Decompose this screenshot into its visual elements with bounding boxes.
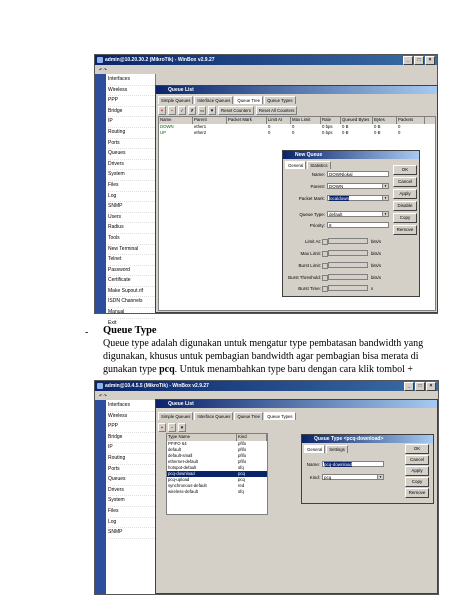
window-1-title: admin@10.20.30.2 (MikroTik) - WinBox v2.9.27	[105, 57, 215, 63]
table-cell: pcq-download	[168, 471, 195, 476]
chevron-down-icon[interactable]: ▼	[384, 196, 387, 200]
sidebar-brand-strip	[95, 74, 106, 313]
column-header-kind[interactable]: Kind	[237, 434, 267, 441]
qt-name-label: Name:	[306, 462, 320, 467]
queue-types-table	[166, 433, 268, 515]
burst-limit-field[interactable]	[328, 262, 368, 268]
table-row[interactable]	[167, 489, 267, 495]
sidebar-item-radius[interactable]: Radius	[108, 223, 155, 234]
comment-icon[interactable]: ▭	[199, 108, 205, 113]
qt-kind-select[interactable]: pcq ▼	[322, 474, 384, 480]
redo-icon[interactable]: ↷	[103, 67, 107, 72]
burst-threshold-unit: bits/s	[371, 275, 382, 280]
paragraph-line-2: digunakan, khusus untuk pembagian bandwidth agar pembagian bisa merata di	[103, 351, 419, 362]
ok-button[interactable]: OK	[393, 165, 417, 175]
sidebar-item-drivers[interactable]: Drivers	[108, 160, 155, 171]
paragraph-line-1: Queue type adalah digunakan untuk mengatur type pembatasan bandwidth yang	[103, 338, 424, 349]
table-cell	[227, 130, 267, 136]
queue-type-dialog-title[interactable]: Queue Type <pcq-download>	[302, 435, 433, 443]
burst-time-field[interactable]	[328, 285, 368, 291]
sidebar-item-wireless[interactable]: Wireless	[108, 412, 155, 423]
tab-queue-tree[interactable]: Queue Tree	[234, 412, 263, 420]
sidebar-item-snmp[interactable]: SNMP	[108, 202, 155, 213]
table-cell: default	[168, 447, 181, 452]
column-header-bytes[interactable]: Bytes	[373, 117, 397, 124]
section-heading: Queue Type	[103, 325, 157, 336]
close-button[interactable]: ×	[425, 56, 435, 65]
minimize-button[interactable]: _	[404, 382, 414, 391]
table-cell: ether1	[194, 124, 207, 129]
window-1-toolbar	[95, 65, 437, 74]
priority-field[interactable]: 8	[327, 222, 389, 228]
sidebar-menu-2	[95, 400, 156, 594]
table-cell: pfifo	[238, 441, 247, 446]
table-cell: 0 B	[374, 130, 381, 135]
remove-icon[interactable]: −	[168, 423, 176, 432]
queue-list-title[interactable]: Queue List	[156, 400, 437, 408]
winbox-window-2	[94, 380, 439, 595]
table-cell: 0	[398, 124, 401, 129]
reset-counters-button[interactable]: Reset Counters	[218, 106, 254, 115]
winbox-window-1	[94, 54, 438, 326]
table-cell: 0 B	[374, 124, 381, 129]
parent-select[interactable]: DOWN ▼	[327, 183, 389, 189]
max-limit-unit: bits/s	[371, 251, 382, 256]
add-icon[interactable]: +	[158, 106, 166, 115]
table-header	[159, 117, 435, 124]
column-header-parent[interactable]: Parent	[193, 117, 227, 124]
tab-general[interactable]: General	[285, 161, 306, 169]
burst-limit-unit: bits/s	[371, 263, 382, 268]
table-cell: 0 bps	[322, 124, 333, 129]
remove-button[interactable]: Remove	[393, 225, 417, 235]
sidebar-item-ports[interactable]: Ports	[108, 139, 155, 150]
queue-list-title[interactable]: Queue List	[156, 86, 437, 94]
table-cell: 0 B	[342, 130, 349, 135]
sidebar-item-exit[interactable]: Exit	[108, 319, 155, 330]
copy-button[interactable]: Copy	[393, 213, 417, 223]
table-cell: pcq	[238, 477, 245, 482]
ok-button[interactable]: OK	[405, 444, 429, 454]
remove-button[interactable]: Remove	[405, 488, 429, 498]
sidebar-item-new-terminal[interactable]: New Terminal	[108, 245, 155, 256]
window-2-titlebar[interactable]	[95, 381, 438, 391]
sidebar-item-system[interactable]: System	[108, 170, 155, 181]
close-button[interactable]: ×	[426, 382, 436, 391]
table-cell: 0	[268, 124, 271, 129]
table-header	[167, 434, 267, 441]
maximize-button[interactable]: □	[415, 382, 425, 391]
sidebar-item-interfaces[interactable]: Interfaces	[108, 401, 155, 412]
tab-queue-tree[interactable]: Queue Tree	[234, 96, 263, 104]
table-cell: sfq	[238, 489, 244, 494]
apply-button[interactable]: Apply	[405, 466, 429, 476]
table-cell: pfifo	[238, 453, 247, 458]
column-header-name[interactable]: Name	[159, 117, 193, 124]
paragraph-line-3-a: gunakan type	[103, 364, 160, 375]
reset-all-counters-button[interactable]: Reset All Counters	[256, 106, 298, 115]
column-header-type-name[interactable]: Type Name	[167, 434, 237, 441]
sidebar-item-drivers[interactable]: Drivers	[108, 486, 155, 497]
sidebar-item-password[interactable]: Password	[108, 266, 155, 277]
sidebar-item-files[interactable]: Files	[108, 507, 155, 518]
queue-type-dialog	[301, 434, 434, 504]
sidebar-item-ports[interactable]: Ports	[108, 465, 155, 476]
sidebar-item-tools[interactable]: Tools	[108, 234, 155, 245]
table-cell: ether2	[194, 130, 207, 135]
sidebar-item-make-supout-rif[interactable]: Make Supout.rif	[108, 287, 155, 298]
sidebar-item-manual[interactable]: Manual	[108, 308, 155, 319]
tab-queue-types[interactable]: Queue Types	[264, 96, 295, 104]
tab-interface-queues[interactable]: Interface Queues	[194, 412, 233, 420]
sidebar-item-isdn-channels[interactable]: ISDN Channels	[108, 297, 155, 308]
priority-label: Priority:	[309, 223, 325, 228]
sidebar-item-telnet[interactable]: Telnet	[108, 255, 155, 266]
sidebar-item-log[interactable]: Log	[108, 518, 155, 529]
sidebar-item-ip[interactable]: IP	[108, 443, 155, 454]
table-cell: 0	[398, 130, 401, 135]
column-header-queued-bytes[interactable]: Queued Bytes	[341, 117, 373, 124]
table-cell: PFIFO 64	[168, 441, 187, 446]
table-cell: synchronous-default	[168, 483, 207, 488]
table-cell: UP	[160, 130, 166, 135]
packet-mark-label: Packet Mark:	[298, 196, 325, 201]
column-header-max-limit[interactable]: Max Limit	[291, 117, 321, 124]
cancel-button[interactable]: Cancel	[393, 177, 417, 187]
chevron-down-icon[interactable]: ▼	[384, 212, 387, 216]
table-row[interactable]	[159, 130, 435, 136]
redo-icon[interactable]: ↷	[103, 393, 107, 398]
sidebar-item-routing[interactable]: Routing	[108, 454, 155, 465]
max-limit-field[interactable]	[328, 250, 368, 256]
column-header-packet-mark[interactable]: Packet Mark	[227, 117, 267, 124]
disable-icon[interactable]: ✗	[188, 106, 196, 115]
packet-mark-select[interactable]: localdown ▼	[327, 195, 389, 201]
filter-icon[interactable]: ▼	[209, 108, 215, 113]
tab-queue-types[interactable]: Queue Types	[264, 412, 295, 420]
table-cell: wireless-default	[168, 489, 198, 494]
burst-time-unit: s	[371, 286, 374, 291]
sidebar-item-wireless[interactable]: Wireless	[108, 86, 155, 97]
table-cell: 0	[292, 130, 295, 135]
sidebar-item-ppp[interactable]: PPP	[108, 422, 155, 433]
table-cell: 0	[292, 124, 295, 129]
table-cell: 0	[268, 130, 271, 135]
qt-name-field[interactable]: pcq-download	[322, 461, 384, 467]
bullet-dash: -	[85, 327, 89, 338]
max-limit-label: Max Limit:	[300, 251, 321, 256]
sidebar-item-ip[interactable]: IP	[108, 117, 155, 128]
undo-icon[interactable]: ↶	[99, 67, 103, 72]
sidebar-item-queues[interactable]: Queues	[108, 149, 155, 160]
burst-threshold-field[interactable]	[328, 274, 368, 280]
sidebar-item-system[interactable]: System	[108, 496, 155, 507]
burst-time-label: Burst Time:	[298, 286, 321, 291]
sidebar-item-ppp[interactable]: PPP	[108, 96, 155, 107]
winbox-icon	[97, 57, 103, 63]
window-2-title: admin@10.4.5.5 (MikroTik) - WinBox v2.9.27	[105, 383, 209, 389]
sidebar-item-queues[interactable]: Queues	[108, 475, 155, 486]
column-header-packets[interactable]: Packets	[397, 117, 425, 124]
name-label: Name:	[311, 172, 325, 177]
remove-icon[interactable]: −	[168, 106, 176, 115]
table-cell: 0 bps	[322, 130, 333, 135]
table-cell: pfifo	[238, 447, 247, 452]
table-cell: pcq	[238, 471, 245, 476]
table-cell: red	[238, 483, 245, 488]
paragraph-line-3-c: . Untuk menambahkan type baru dengan cara klik tombol +	[174, 364, 414, 375]
tab-statistics[interactable]: Statistics	[307, 161, 330, 169]
tab-interface-queues[interactable]: Interface Queues	[194, 96, 233, 104]
burst-limit-label: Burst Limit:	[298, 263, 321, 268]
tab-simple-queues[interactable]: Simple Queues	[158, 412, 193, 420]
chevron-down-icon[interactable]: ▼	[379, 475, 382, 479]
pcq-keyword: pcq	[159, 364, 175, 375]
sidebar-menu-1	[95, 74, 156, 326]
table-cell: default-small	[168, 453, 193, 458]
winbox-icon	[97, 383, 103, 389]
sidebar-item-snmp[interactable]: SNMP	[108, 528, 155, 539]
tab-simple-queues[interactable]: Simple Queues	[158, 96, 193, 104]
table-cell: ethernet-default	[168, 459, 199, 464]
sidebar-item-bridge[interactable]: Bridge	[108, 107, 155, 118]
sidebar-item-files[interactable]: Files	[108, 181, 155, 192]
limit-at-label: Limit At:	[304, 239, 321, 244]
table-cell: 0 B	[342, 124, 349, 129]
queue-type-label: Queue Type:	[299, 212, 325, 217]
table-cell: hotspot-default	[168, 465, 197, 470]
sidebar-item-certificate[interactable]: Certificate	[108, 276, 155, 287]
tab-settings[interactable]: Settings	[326, 445, 348, 453]
parent-label: Parent:	[310, 184, 325, 189]
enable-icon[interactable]: ✓	[178, 106, 186, 115]
copy-button[interactable]: Copy	[405, 477, 429, 487]
paragraph-line-3	[103, 364, 413, 375]
new-queue-title[interactable]: New Queue	[283, 151, 419, 159]
minimize-button[interactable]: _	[403, 56, 413, 65]
sidebar-item-log[interactable]: Log	[108, 192, 155, 203]
sidebar-brand-strip	[95, 400, 106, 594]
filter-icon[interactable]: ▼	[179, 425, 185, 430]
limit-at-unit: bits/s	[371, 239, 382, 244]
table-cell: pcq-upload	[168, 477, 190, 482]
maximize-button[interactable]: □	[414, 56, 424, 65]
sidebar-item-routing[interactable]: Routing	[108, 128, 155, 139]
tab-general[interactable]: General	[304, 445, 325, 453]
window-1-titlebar[interactable]	[95, 55, 437, 65]
qt-kind-label: Kind:	[309, 475, 320, 480]
limit-at-field[interactable]	[328, 238, 368, 244]
disable-button[interactable]: Disable	[393, 201, 417, 211]
sidebar-item-bridge[interactable]: Bridge	[108, 433, 155, 444]
apply-button[interactable]: Apply	[393, 189, 417, 199]
cancel-button[interactable]: Cancel	[405, 455, 429, 465]
table-cell: DOWN	[160, 124, 174, 129]
queue-type-select[interactable]: default ▼	[327, 211, 389, 217]
sidebar-item-interfaces[interactable]: Interfaces	[108, 75, 155, 86]
sidebar-item-users[interactable]: Users	[108, 213, 155, 224]
burst-threshold-label: Burst Threshold:	[288, 275, 321, 280]
column-header-rate[interactable]: Rate	[321, 117, 341, 124]
name-field[interactable]: DOWNlokal	[327, 171, 389, 177]
new-queue-dialog	[282, 150, 420, 297]
undo-icon[interactable]: ↶	[99, 393, 103, 398]
add-icon[interactable]: +	[158, 423, 166, 432]
table-cell: pfifo	[238, 459, 247, 464]
column-header-limit-at[interactable]: Limit At	[267, 117, 291, 124]
chevron-down-icon[interactable]: ▼	[384, 184, 387, 188]
table-cell: sfq	[238, 465, 244, 470]
